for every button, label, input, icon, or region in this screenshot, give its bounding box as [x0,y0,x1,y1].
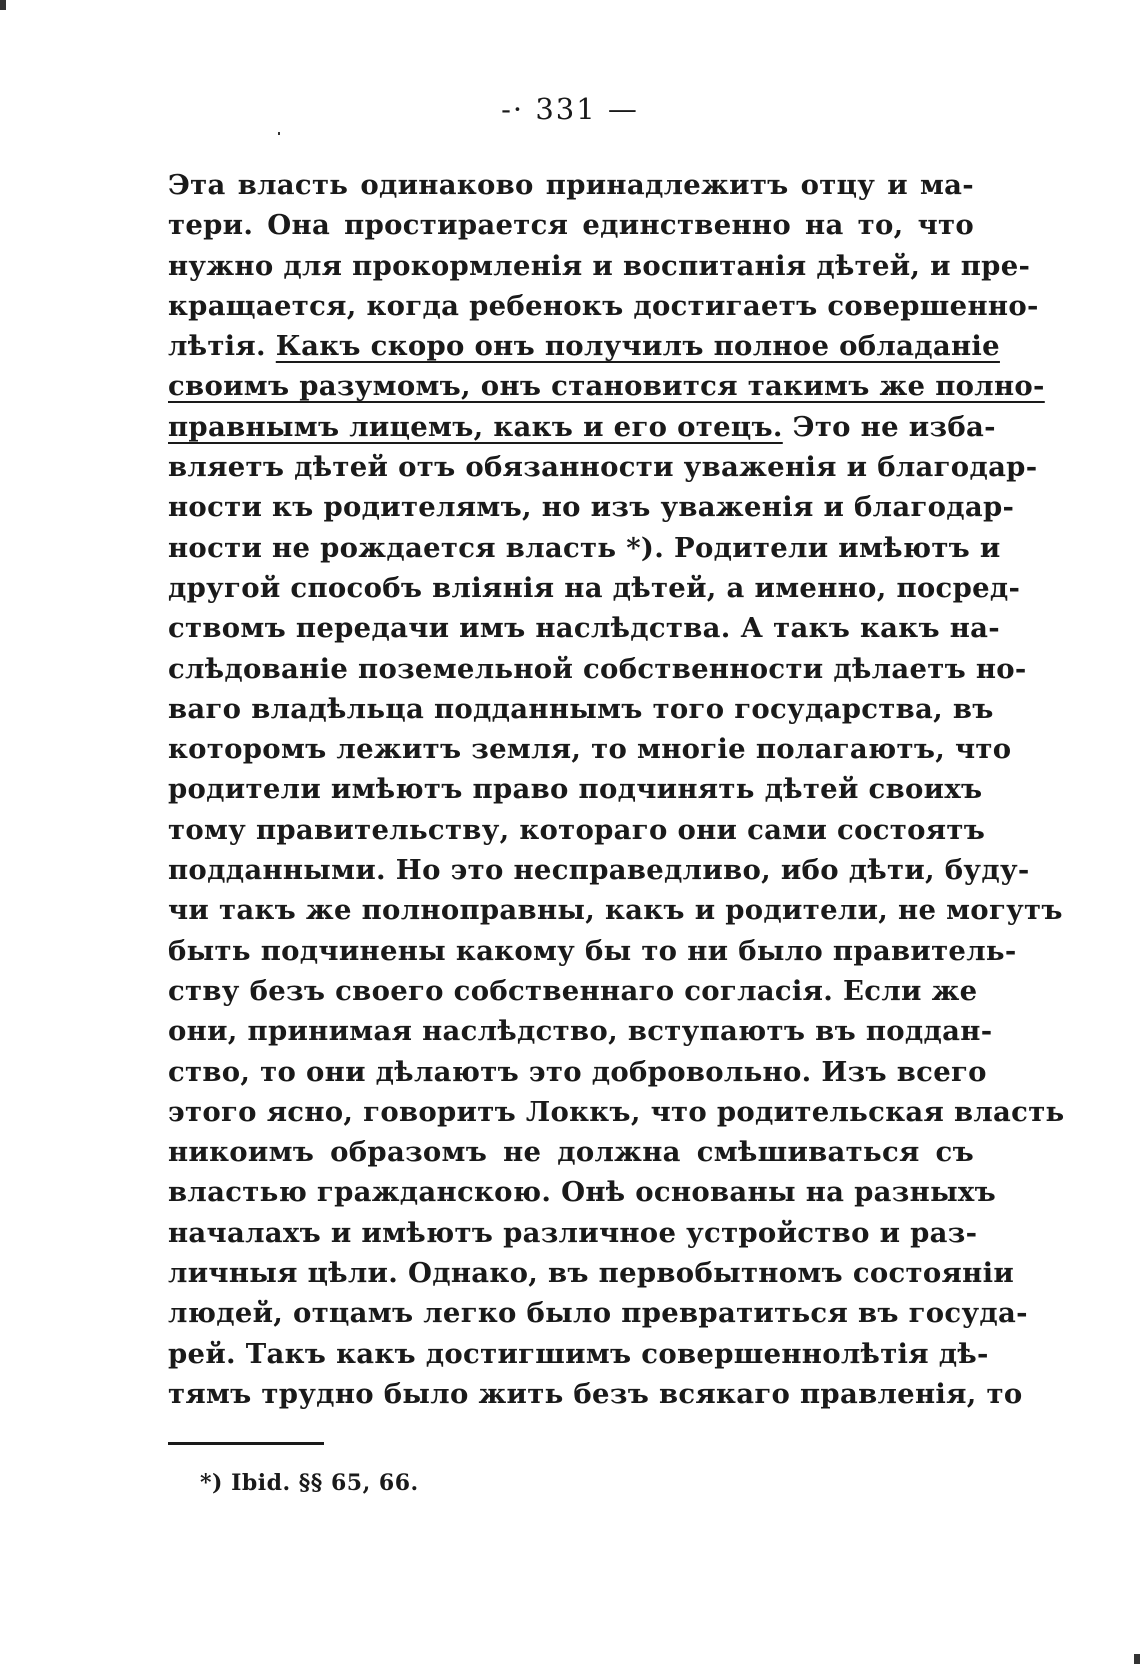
text-line: подданными. Но это несправедливо, ибо дѣти, буду- [168,854,1030,887]
text-line: Эта власть одинаково принадлежитъ отцу и ма- [168,169,974,201]
text-line-underlined [168,366,1045,406]
text-line: рей. Такъ какъ достигшимъ совершеннолѣтія дѣ- [168,1337,989,1370]
text-line: этого ясно, говоритъ Локкъ, что родительская власть [168,1095,1065,1128]
text-line-underlined-head [168,407,996,447]
text-line: кращается, когда ребенокъ достигаетъ совершенно- [168,289,1039,322]
page-number: -· 331 — [501,92,639,126]
body-text [168,165,1065,1414]
underlined-passage-part-2: своимъ разумомъ, онъ становится такимъ же полно- [168,370,1045,403]
text-line: ности не рождается власть *). Родители имѣютъ и [168,531,1001,564]
text-line: личныя цѣли. Однако, въ первобытномъ состояніи [168,1257,1015,1290]
text-line: ности къ родителямъ, но изъ уваженія и благодар- [168,491,1015,524]
text-line: началахъ и имѣютъ различное устройство и раз- [168,1216,978,1249]
text-line: другой способъ вліянія на дѣтей, а именно, посред- [168,571,1021,604]
text-line: которомъ лежитъ земля, то многіе полагаютъ, что [168,733,1012,766]
footnote-divider [168,1442,324,1445]
footnote: *) Ibid. §§ 65, 66. [200,1470,419,1496]
text-line: тому правительству, котораго они сами состоятъ [168,813,986,846]
text-line: ваго владѣльца подданнымъ того государства, въ [168,692,994,725]
underlined-passage-part-3: правнымъ лицемъ, какъ и его отецъ. [168,410,783,443]
scan-mark-bottom-right [1134,1654,1140,1664]
text-line: они, принимая наслѣдство, вступаютъ въ поддан- [168,1015,993,1048]
scan-mark-small [278,132,280,135]
text-line-plain-part: лѣтія. [168,330,276,363]
scan-mark-top-left [0,0,6,10]
text-line: чи такъ же полноправны, какъ и родители, не могутъ [168,894,1063,927]
text-line: ствомъ передачи имъ наслѣдства. А такъ какъ на- [168,612,1000,645]
text-line: быть подчинены какому бы то ни было правитель- [168,934,1017,967]
underlined-passage-part-1: Какъ скоро онъ получилъ полное обладаніе [275,330,1000,363]
text-line: слѣдованіе поземельной собственности дѣлаетъ но- [168,652,1027,685]
text-line-plain-part: Это не изба- [782,410,996,443]
text-line: ство, то они дѣлаютъ это добровольно. Изъ всего [168,1055,987,1088]
text-line-underlined-tail [168,326,1000,366]
text-line: родители имѣютъ право подчинять дѣтей своихъ [168,773,983,806]
text-line: людей, отцамъ легко было превратиться въ госуда- [168,1297,1028,1330]
text-line: тери. Она простирается единственно на то, что [168,209,974,242]
text-line: никоимъ образомъ не должна смѣшиваться съ [168,1136,974,1169]
text-line: вляетъ дѣтей отъ обязанности уваженія и благодар- [168,451,1038,484]
text-line: тямъ трудно было жить безъ всякаго правленія, то [168,1377,1023,1410]
text-line: нужно для прокормленія и воспитанія дѣтей, и пре- [168,249,1031,282]
text-line: властью гражданскою. Онѣ основаны на разныхъ [168,1176,997,1209]
text-line: ству безъ своего собственнаго согласія. Если же [168,974,978,1007]
